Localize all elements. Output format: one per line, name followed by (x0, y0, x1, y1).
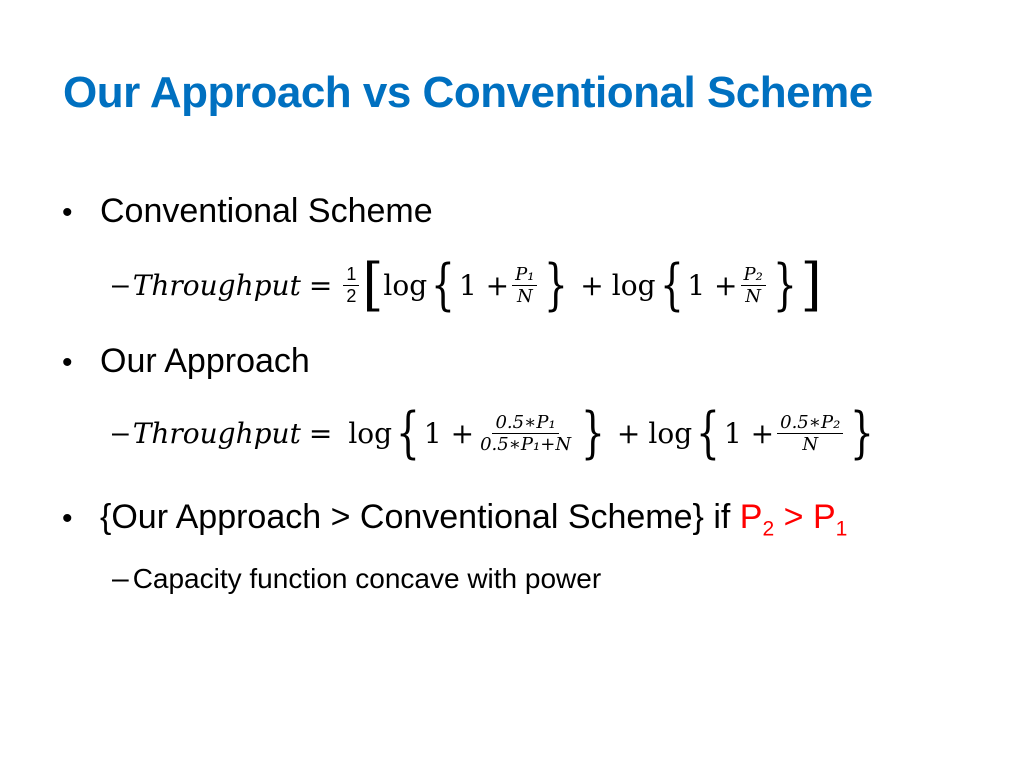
right-brace: } (772, 253, 797, 317)
log-operator: log (648, 416, 693, 450)
fraction-numerator: P₂ (741, 264, 766, 286)
fraction-numerator: 0.5∗P₁ (492, 412, 558, 434)
fraction-denominator: N (516, 285, 533, 307)
dash-marker: – (112, 416, 129, 449)
dash-marker: – (112, 268, 129, 301)
left-brace: { (696, 401, 720, 465)
log-operator: log (348, 416, 393, 450)
log-operator: log (383, 268, 428, 302)
right-brace: } (581, 401, 605, 465)
bullet-label (100, 498, 847, 541)
bullet-label: Conventional Scheme (100, 192, 433, 230)
left-bracket: [ (362, 251, 384, 318)
bullet-dot-icon: • (62, 196, 73, 229)
bullet-our-approach (62, 342, 310, 381)
throughput-symbol: Throughput (132, 268, 301, 302)
one-plus: 1 + (423, 416, 475, 450)
fraction-numerator: 1 (343, 264, 359, 286)
fraction-numerator: 0.5∗P₂ (777, 412, 843, 434)
equals-sign: = (308, 268, 333, 302)
bullet-conventional-scheme (62, 192, 433, 231)
formula-conventional (112, 251, 822, 318)
fraction-p1-over-n (512, 264, 537, 307)
plus-sign: + (616, 416, 641, 450)
bullet-comparison (62, 498, 847, 541)
right-bracket: ] (800, 251, 822, 318)
fraction-half-p2-over-n (777, 412, 843, 455)
sub-bullet-label: Capacity function concave with power (132, 563, 602, 594)
throughput-symbol: Throughput (132, 416, 301, 450)
fraction-denominator: 0.5∗P₁+N (480, 433, 572, 455)
formula-our-approach (112, 401, 878, 465)
one-plus: 1 + (458, 268, 510, 302)
formula-body (132, 401, 878, 465)
dash-marker: – (112, 562, 129, 595)
fraction-denominator: 2 (346, 285, 357, 306)
right-brace: } (850, 401, 875, 465)
comparison-text: {Our Approach > Conventional Scheme} if (100, 498, 740, 536)
fraction-p2-over-n (741, 264, 766, 307)
bullet-dot-icon: • (62, 346, 73, 379)
formula-body (132, 251, 822, 318)
left-brace: { (396, 401, 420, 465)
bullet-label: Our Approach (100, 342, 310, 380)
slide-title: Our Approach vs Conventional Scheme (63, 68, 873, 117)
fraction-denominator: N (802, 433, 819, 455)
fraction-half (343, 264, 359, 307)
sub-bullet-concave (112, 562, 601, 596)
fraction-denominator: N (745, 285, 762, 307)
log-operator: log (611, 268, 656, 302)
condition-text: $P_2 > P_1$ (739, 498, 848, 541)
fraction-numerator: P₁ (512, 264, 537, 286)
bullet-dot-icon: • (62, 502, 73, 535)
plus-sign: + (580, 268, 604, 302)
one-plus: 1 + (723, 416, 775, 450)
fraction-half-p1-over-sum (477, 412, 574, 455)
equals-sign: = (308, 416, 333, 450)
one-plus: 1 + (687, 268, 738, 302)
right-brace: } (544, 253, 569, 317)
left-brace: { (431, 253, 455, 317)
left-brace: { (659, 253, 684, 317)
